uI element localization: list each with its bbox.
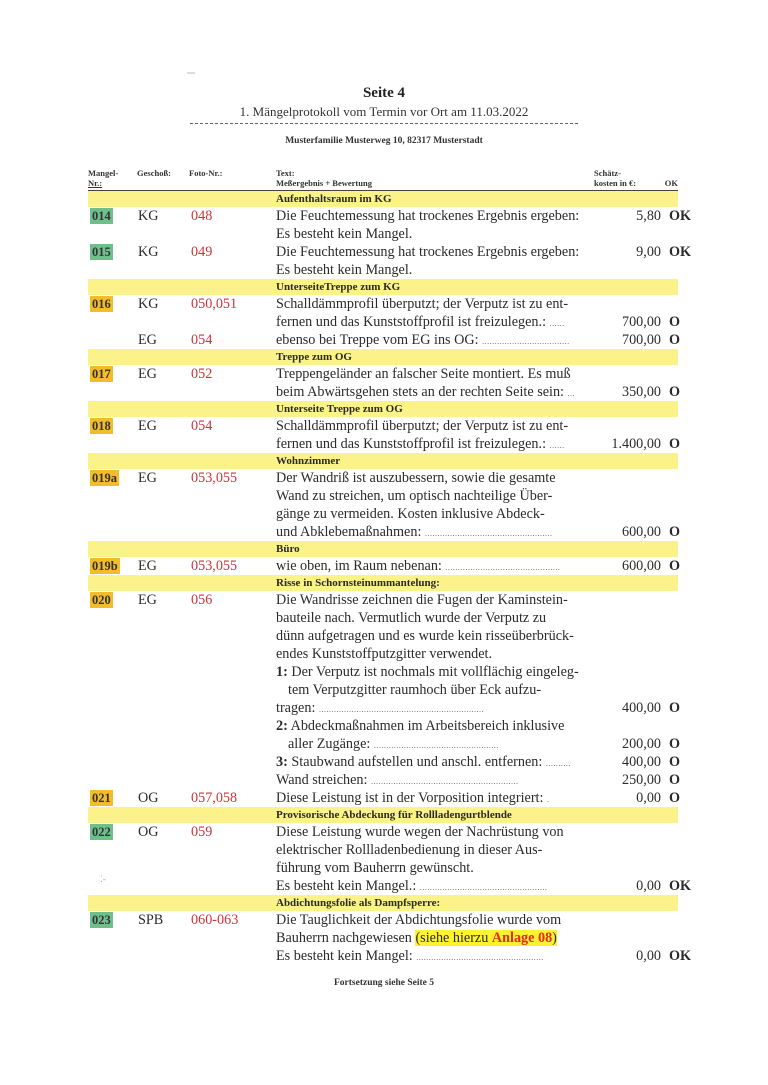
col-header-cost-line2: kosten in €: [594, 178, 637, 188]
defect-row [88, 789, 681, 807]
photo-number: 054 [191, 418, 213, 434]
description-line [276, 699, 681, 717]
description-line [276, 557, 681, 575]
estimated-cost: 400,00 [621, 700, 661, 716]
estimated-cost: 200,00 [621, 736, 661, 752]
defect-number-badge: 014 [92, 209, 111, 223]
description-line [276, 225, 601, 243]
floor-level: OG [138, 790, 159, 806]
description-line [276, 929, 601, 947]
client-address: Musterfamilie Musterweg 10, 82317 Musterstadt [285, 136, 483, 146]
section-heading-band [88, 191, 678, 207]
estimated-cost: 250,00 [621, 772, 661, 788]
defect-row [88, 365, 681, 401]
line-text: Die Wandrisse zeichnen die Fugen der Kaminstein- [276, 592, 568, 608]
section-heading: Aufenthaltsraum im KG [276, 193, 392, 205]
line-text: Abdeckmaßnahmen im Arbeitsbereich inklusive [287, 718, 565, 734]
line-text: Es besteht kein Mangel. [276, 226, 413, 242]
section-heading: Treppe zum OG [276, 351, 352, 363]
floor-level: EG [138, 418, 157, 434]
estimated-cost: 9,00 [636, 244, 661, 260]
status-open: O [669, 736, 681, 752]
photo-number: 049 [191, 244, 213, 260]
estimated-cost: 0,00 [636, 790, 661, 806]
line-text: Diese Leistung wurde wegen der Nachrüstung von [276, 824, 564, 840]
status-ok: OK [669, 948, 692, 964]
defect-description [276, 911, 692, 965]
line-text: Der Wandriß ist auszubessern, sowie die gesamte [276, 470, 556, 486]
line-text: tem Verputzgitter raumhoch über Eck aufzu- [288, 682, 542, 698]
description-line [276, 877, 692, 895]
status-open: O [669, 772, 681, 788]
line-text: Die Feuchtemessung hat trockenes Ergebnis ergeben: [276, 244, 580, 260]
section-heading: Unterseite Treppe zum OG [276, 403, 403, 415]
status-open: O [669, 790, 681, 806]
defect-description [276, 331, 681, 349]
estimated-cost: 5,80 [636, 208, 661, 224]
status-open: O [669, 436, 681, 452]
description-line [276, 947, 692, 965]
table-body [88, 191, 692, 965]
col-header-text-line1: Text: [276, 168, 295, 178]
leader-dots: ...... [549, 319, 565, 328]
status-open: O [669, 332, 681, 348]
section-heading-band [88, 453, 678, 469]
description-line [276, 469, 601, 487]
estimated-cost: 350,00 [621, 384, 661, 400]
section-heading-band [88, 401, 678, 417]
col-header-text [276, 168, 372, 188]
estimated-cost: 0,00 [636, 948, 661, 964]
section-heading: Provisorische Abdeckung für Rollladengurtblende [276, 809, 512, 821]
status-ok: OK [669, 208, 692, 224]
defect-row [88, 417, 681, 453]
line-text: Wand zu streichen, um optisch nachteilige Über- [276, 488, 553, 504]
floor-level: EG [138, 470, 157, 486]
line-text: fernen und das Kunststoffprofil ist freizulegen.: [276, 436, 547, 452]
line-text: Bauherrn nachgewiesen [276, 930, 416, 946]
line-text: Diese Leistung ist in der Vorposition integriert: [276, 790, 544, 806]
description-line [276, 609, 601, 627]
estimated-cost: 600,00 [621, 524, 661, 540]
description-line [276, 859, 601, 877]
line-text: dünn aufgetragen und es wurde kein risseüberbrück- [276, 628, 574, 644]
section-heading-band [88, 807, 678, 823]
leader-dots: .............................................. [445, 563, 561, 572]
defect-description [276, 417, 681, 453]
defect-number-badge: 022 [92, 825, 111, 839]
photo-number: 048 [191, 208, 213, 224]
leader-dots: ................................................... [424, 529, 553, 538]
status-open: O [669, 314, 681, 330]
line-text: Schalldämmprofil überputzt; der Verputz ist zu ent- [276, 418, 569, 434]
defect-row [88, 823, 692, 895]
floor-level: KG [138, 296, 159, 312]
section-heading: UnterseiteTreppe zum KG [276, 281, 401, 293]
defect-description [276, 789, 681, 807]
line-text: bauteile nach. Vermutlich wurde der Verputz zu [276, 610, 547, 626]
estimated-cost: 0,00 [636, 878, 661, 894]
defect-number-badge: 020 [92, 593, 111, 607]
description-line [276, 911, 601, 929]
defect-description [276, 591, 681, 789]
floor-level: EG [138, 592, 157, 608]
highlighted-reference [415, 930, 556, 946]
col-header-ok: OK [664, 178, 678, 188]
leader-dots: ................................................... [419, 883, 548, 892]
photo-number: 052 [191, 366, 213, 382]
description-line [276, 681, 601, 699]
leader-dots: .................................................................. [318, 705, 484, 714]
section-heading: Wohnzimmer [276, 455, 341, 467]
floor-level: EG [138, 366, 157, 382]
description-line [276, 383, 681, 401]
col-header-nr-line1: Mangel- [88, 168, 119, 178]
description-line [276, 753, 681, 771]
line-text: Es besteht kein Mangel: [276, 948, 413, 964]
line-text: Treppengeländer an falscher Seite montiert. Es muß [276, 366, 571, 382]
line-text: fernen und das Kunststoffprofil ist freizulegen.: [276, 314, 547, 330]
defect-description [276, 365, 681, 401]
line-text: tragen: [276, 700, 316, 716]
section-heading-band [88, 349, 678, 365]
description-line [276, 591, 601, 609]
page-title: Seite 4 [362, 85, 406, 101]
defect-row [88, 591, 681, 789]
defect-number-badge: 015 [92, 245, 111, 259]
leader-dots: . [546, 795, 550, 804]
floor-level: SPB [138, 912, 164, 928]
estimated-cost: 600,00 [621, 558, 661, 574]
defect-row [88, 557, 681, 575]
section-heading-band [88, 895, 678, 911]
photo-number: 053,055 [191, 558, 238, 574]
defects-table [88, 168, 692, 965]
photo-number: 057,058 [191, 790, 238, 806]
col-header-text-line2: Meßergebnis + Bewertung [276, 178, 372, 188]
status-open: O [669, 384, 681, 400]
col-header-cost [594, 168, 636, 188]
line-text: Es besteht kein Mangel. [276, 262, 413, 278]
description-line [276, 295, 601, 313]
description-line [276, 771, 681, 789]
description-line [276, 331, 681, 349]
defect-number-badge: 023 [92, 913, 111, 927]
status-open: O [669, 700, 681, 716]
floor-level: EG [138, 558, 157, 574]
description-line [276, 487, 601, 505]
line-text: Der Verputz ist nochmals mit vollflächig eingeleg- [287, 664, 579, 680]
photo-number: 060-063 [191, 912, 239, 928]
defect-number-badge: 016 [92, 297, 111, 311]
line-text: führung vom Bauherrn gewünscht. [276, 860, 474, 876]
description-line [276, 435, 681, 453]
col-header-foto: Foto-Nr.: [189, 168, 223, 178]
defect-number-badge: 017 [92, 367, 111, 381]
section-heading-band [88, 279, 678, 295]
scan-artifact-mark: ⁚- [100, 874, 106, 884]
section-heading: Büro [276, 543, 300, 555]
leader-dots: ... [567, 389, 576, 398]
floor-level: EG [138, 332, 157, 348]
floor-level: KG [138, 208, 159, 224]
leader-dots: .................................................. [373, 741, 499, 750]
reference-prefix: (siehe hierzu [415, 930, 492, 946]
line-text: und Abklebemaßnahmen: [276, 524, 422, 540]
sub-item-number: 2: [276, 718, 288, 734]
description-line [276, 523, 681, 541]
defect-row [88, 331, 681, 349]
reference-suffix: ) [552, 930, 557, 946]
floor-level: OG [138, 824, 159, 840]
description-line [276, 645, 601, 663]
description-line [276, 823, 601, 841]
status-open: O [669, 754, 681, 770]
scan-artifact [187, 72, 195, 74]
line-text: gänge zu vermeiden. Kosten inklusive Abdeck- [276, 506, 545, 522]
line-text: endes Kunststoffputzgitter verwendet. [276, 646, 493, 662]
defect-number-badge: 019a [92, 471, 117, 485]
line-text: elektrischer Rollladenbedienung in dieser Aus- [276, 842, 543, 858]
section-heading: Abdichtungsfolie als Dampfsperre: [276, 897, 441, 909]
description-line [276, 243, 692, 261]
leader-dots: ................................... [482, 337, 570, 346]
attachment-reference: Anlage 08 [491, 930, 553, 946]
floor-level: KG [138, 244, 159, 260]
photo-number: 056 [191, 592, 213, 608]
defect-row [88, 207, 692, 243]
defect-description [276, 469, 681, 541]
description-line [276, 365, 601, 383]
section-heading-band [88, 541, 678, 557]
col-header-nr-line2: Nr.: [88, 178, 103, 188]
line-text: aller Zugänge: [288, 736, 371, 752]
description-line [276, 313, 681, 331]
photo-number: 059 [191, 824, 213, 840]
defect-row [88, 295, 681, 331]
line-text: Es besteht kein Mangel.: [276, 878, 417, 894]
defect-row [88, 469, 681, 541]
description-line [276, 663, 601, 681]
line-text: Die Tauglichkeit der Abdichtungsfolie wurde vom [276, 912, 562, 928]
leader-dots: .......... [545, 759, 571, 768]
defect-description [276, 207, 692, 243]
estimated-cost: 1.400,00 [611, 436, 661, 452]
description-line [276, 717, 601, 735]
defect-number-badge: 019b [92, 559, 118, 573]
section-heading: Risse in Schornsteinummantelung: [276, 577, 440, 589]
sub-item-number: 1: [276, 664, 288, 680]
defect-number-badge: 018 [92, 419, 111, 433]
defect-row [88, 911, 692, 965]
description-line [276, 417, 601, 435]
status-ok: OK [669, 878, 692, 894]
dashed-divider [190, 123, 578, 124]
description-line [276, 841, 601, 859]
defect-number-badge: 021 [92, 791, 111, 805]
description-line [276, 261, 601, 279]
estimated-cost: 700,00 [621, 332, 661, 348]
leader-dots: ........................................................... [370, 777, 519, 786]
defect-description [276, 557, 681, 575]
defect-row [88, 243, 692, 279]
defect-description [276, 823, 692, 895]
line-text: Schalldämmprofil überputzt; der Verputz ist zu ent- [276, 296, 569, 312]
status-ok: OK [669, 244, 692, 260]
table-header [88, 168, 678, 191]
section-heading-band [88, 575, 678, 591]
line-text: Die Feuchtemessung hat trockenes Ergebnis ergeben: [276, 208, 580, 224]
continuation-note: Fortsetzung siehe Seite 5 [334, 978, 434, 988]
description-line [276, 789, 681, 807]
protocol-subtitle: 1. Mängelprotokoll vom Termin vor Ort am 11.03.2022 [239, 104, 529, 119]
status-open: O [669, 558, 681, 574]
col-header-geschoss: Geschoß: [137, 168, 171, 178]
sub-item-number: 3: [276, 754, 288, 770]
photo-number: 050,051 [191, 296, 238, 312]
description-line [276, 207, 692, 225]
estimated-cost: 700,00 [621, 314, 661, 330]
description-line [276, 735, 681, 753]
photo-number: 054 [191, 332, 213, 348]
defect-description [276, 243, 692, 279]
line-text: wie oben, im Raum nebenan: [276, 558, 442, 574]
col-header-cost-line1: Schätz- [594, 168, 621, 178]
photo-number: 053,055 [191, 470, 238, 486]
line-text: Staubwand aufstellen und anschl. entfernen: [287, 754, 543, 770]
status-open: O [669, 524, 681, 540]
description-line [276, 627, 601, 645]
line-text: beim Abwärtsgehen stets an der rechten Seite sein: [276, 384, 564, 400]
line-text: Wand streichen: [276, 772, 368, 788]
col-header-nr [88, 168, 118, 188]
leader-dots: ................................................... [416, 953, 544, 962]
leader-dots: ...... [549, 441, 565, 450]
defect-description [276, 295, 681, 331]
description-line [276, 505, 601, 523]
estimated-cost: 400,00 [621, 754, 661, 770]
line-text: ebenso bei Treppe vom EG ins OG: [276, 332, 479, 348]
